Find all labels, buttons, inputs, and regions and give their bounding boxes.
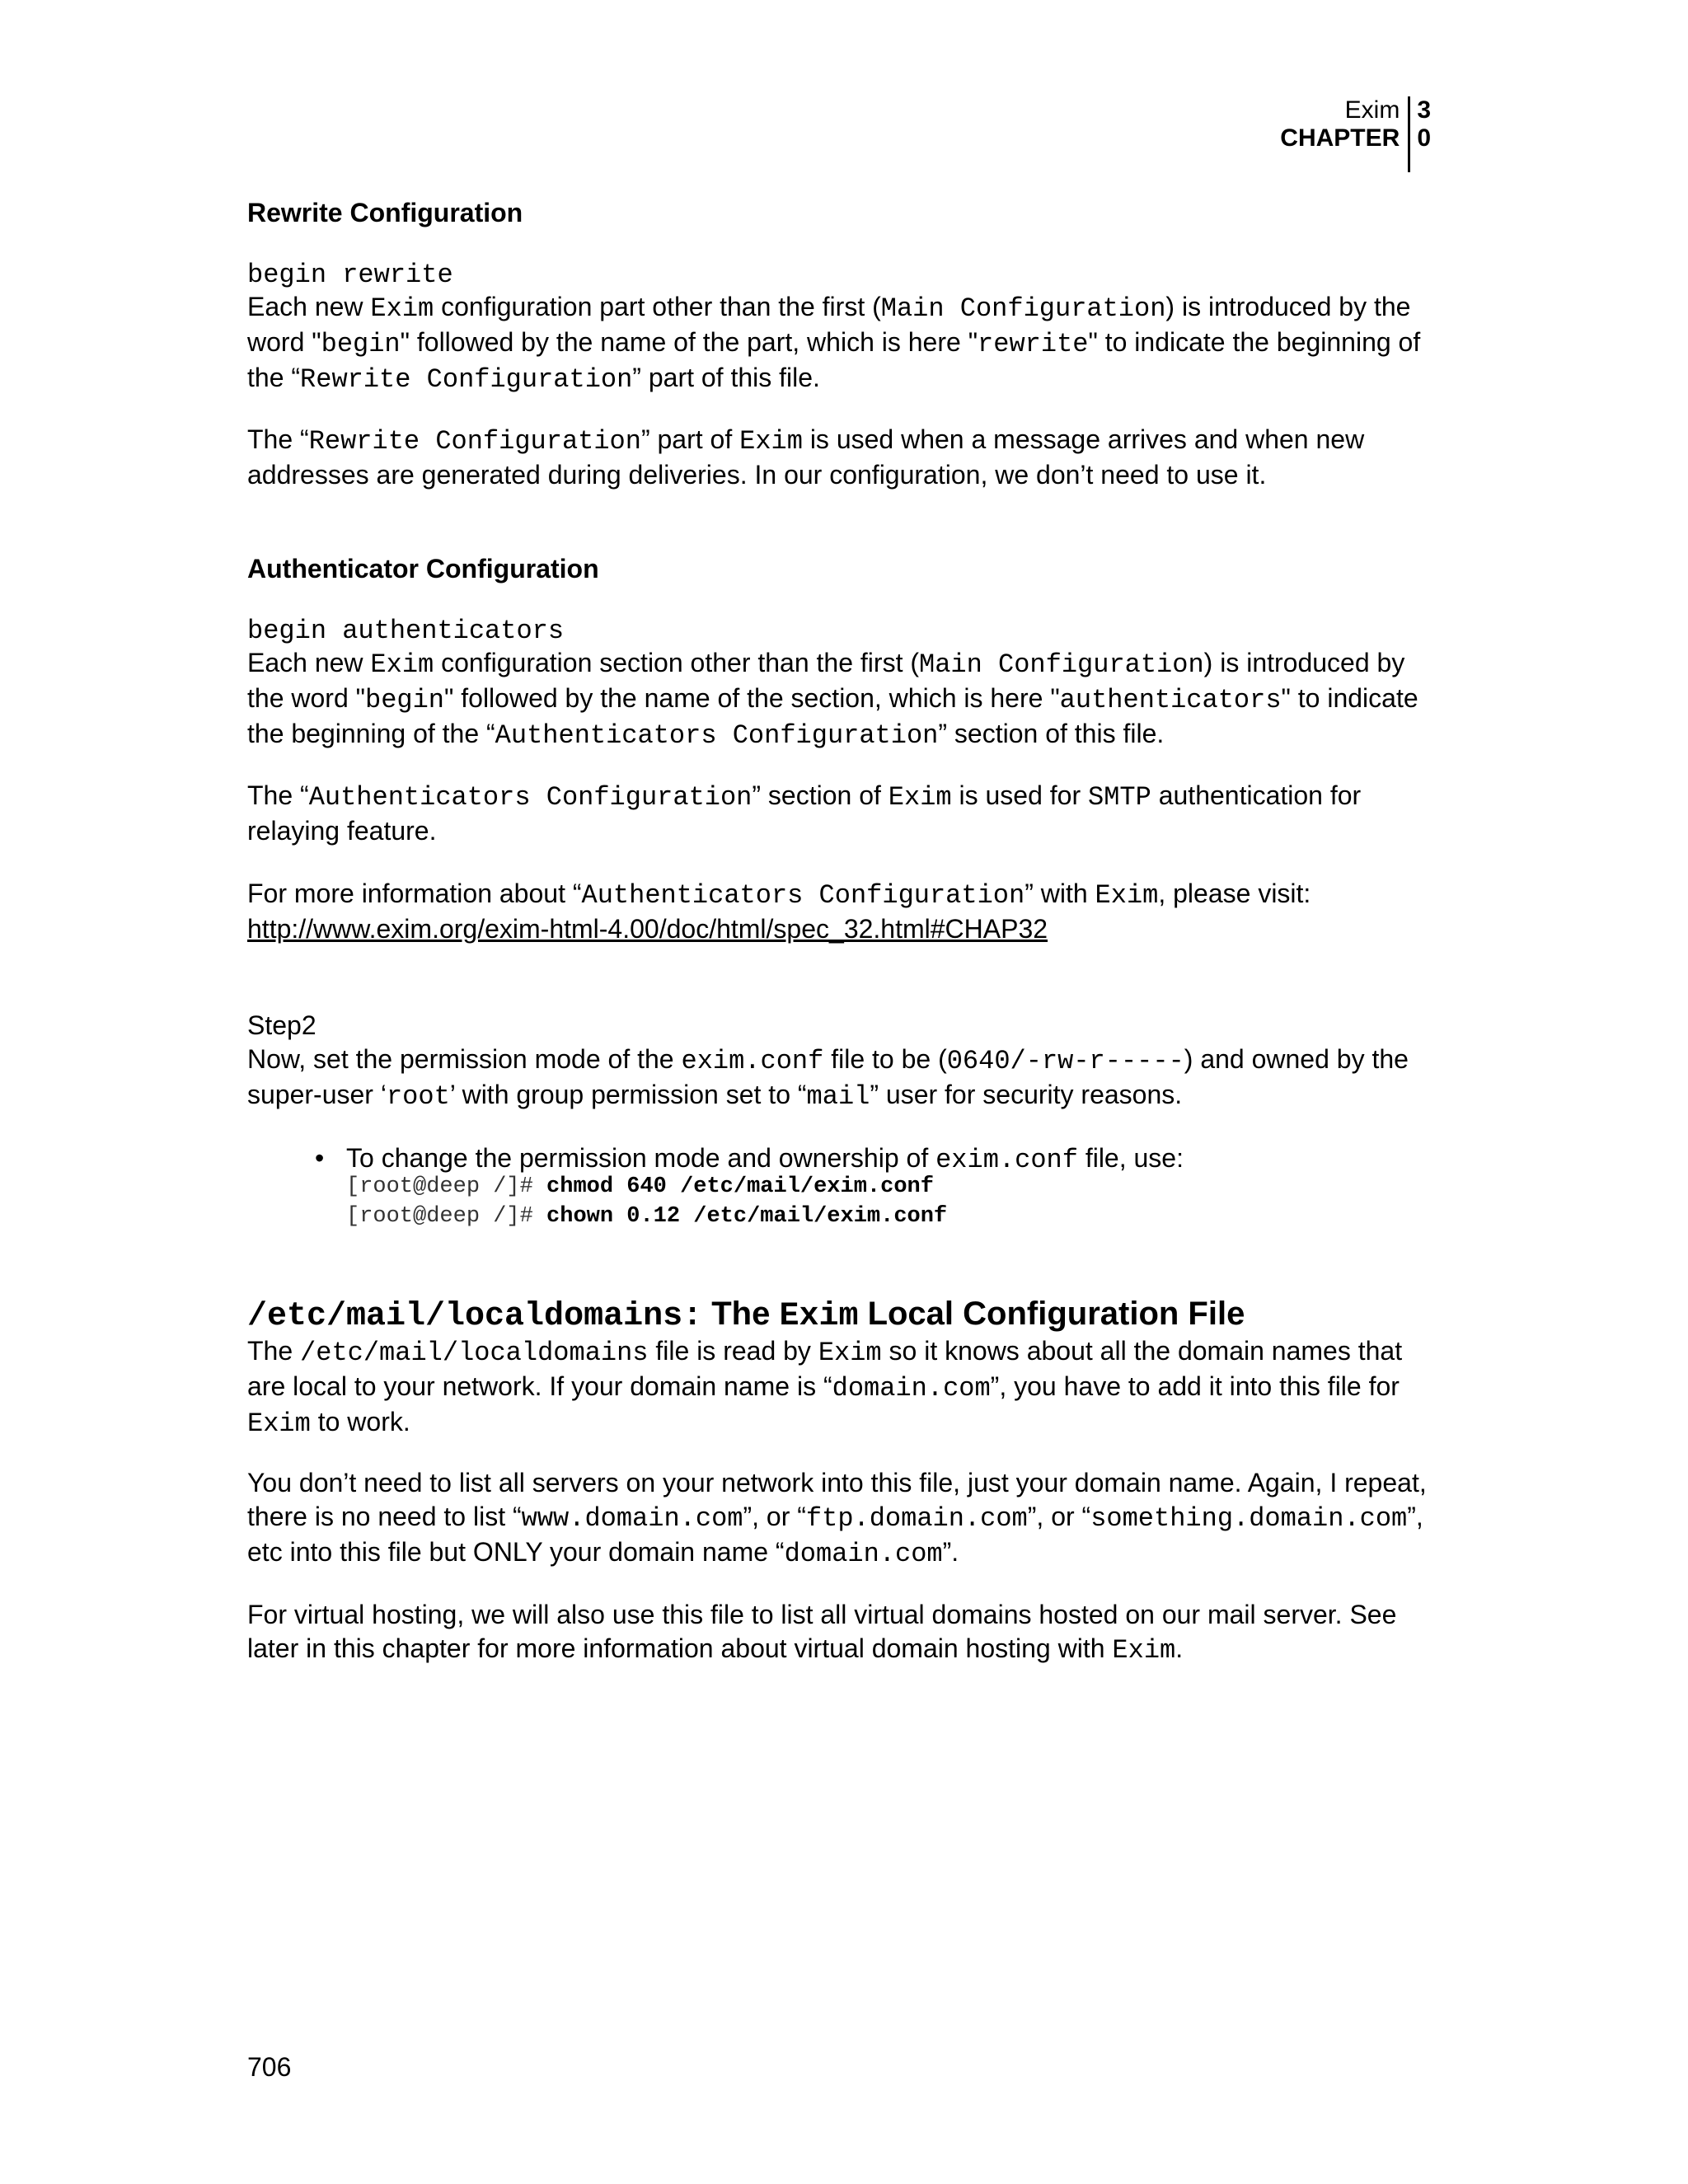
header-chapter-digit-2: 0: [1417, 124, 1431, 152]
rewrite-code: begin rewrite: [247, 260, 453, 290]
header-chapter-label: CHAPTER: [1280, 124, 1400, 152]
auth-code: begin authenticators: [247, 616, 565, 646]
step2-label: Step2: [247, 1010, 316, 1040]
rewrite-paragraph-2: The “Rewrite Configuration” part of Exim is used when a message arrives and when new addresses are generated during deliveries. In our configuration, we don’t need to use it.: [247, 424, 1365, 490]
bullet-text: To change the permission mode and ownership of exim.conf file, use:: [346, 1143, 1184, 1175]
header-chapter-digit-1: 3: [1417, 96, 1431, 124]
step2-paragraph: Now, set the permission mode of the exim.conf file to be (0640/-rw-r-----) and owned by the super-user ‘root’ with group permission set to “mail” user for security reasons.: [247, 1044, 1409, 1112]
auth-paragraph-1: Each new Exim configuration section other than the first (Main Configuration) is introduced by the word "begin" followed by the name of the section, which is here "authenticators" to indicate the beginning of the “Authenticators Configuration” section of this file.: [247, 648, 1418, 751]
command-chown: [root@deep /]# chown 0.12 /etc/mail/exim.conf: [346, 1204, 948, 1229]
running-header: [1280, 96, 1431, 172]
localdomains-paragraph-2: You don’t need to list all servers on your network into this file, just your domain name. Again, I repeat, there is no need to list “www.domain.com”, or “ftp.domain.com”, or “something.domain.com”, etc into this file but ONLY your domain name “domain.com”.: [247, 1468, 1427, 1569]
localdomains-paragraph-3: For virtual hosting, we will also use this file to list all virtual domains hosted on our mail server. See later in this chapter for more information about virtual domain hosting with Exim.: [247, 1600, 1397, 1666]
localdomains-paragraph-1: The /etc/mail/localdomains file is read by Exim so it knows about all the domain names that are local to your network. If your domain name is “domain.com”, you have to add it into this file for Exim to work.: [247, 1336, 1403, 1439]
bullet-icon: •: [315, 1143, 325, 1173]
auth-heading: Authenticator Configuration: [247, 554, 599, 583]
auth-paragraph-3: For more information about “Authenticators Configuration” with Exim, please visit: http://www.exim.org/exim-html-4.00/doc/html/spec_32.html#CHAP32: [247, 879, 1311, 944]
auth-paragraph-2: The “Authenticators Configuration” section of Exim is used for SMTP authentication for relaying feature.: [247, 780, 1362, 846]
header-title: Exim: [1344, 96, 1400, 124]
command-chmod: [root@deep /]# chmod 640 /etc/mail/exim.conf: [346, 1174, 934, 1199]
rewrite-paragraph-1: Each new Exim configuration part other than the first (Main Configuration) is introduced by the word "begin" followed by the name of the part, which is here "rewrite" to indicate the beginning of the “Rewrite Configuration” part of this file.: [247, 292, 1421, 395]
page-number: 706: [247, 2052, 292, 2082]
rewrite-heading: Rewrite Configuration: [247, 198, 523, 227]
localdomains-heading: /etc/mail/localdomains: The Exim Local Configuration File: [247, 1296, 1245, 1335]
exim-spec-link[interactable]: http://www.exim.org/exim-html-4.00/doc/html/spec_32.html#CHAP32: [247, 914, 1048, 944]
